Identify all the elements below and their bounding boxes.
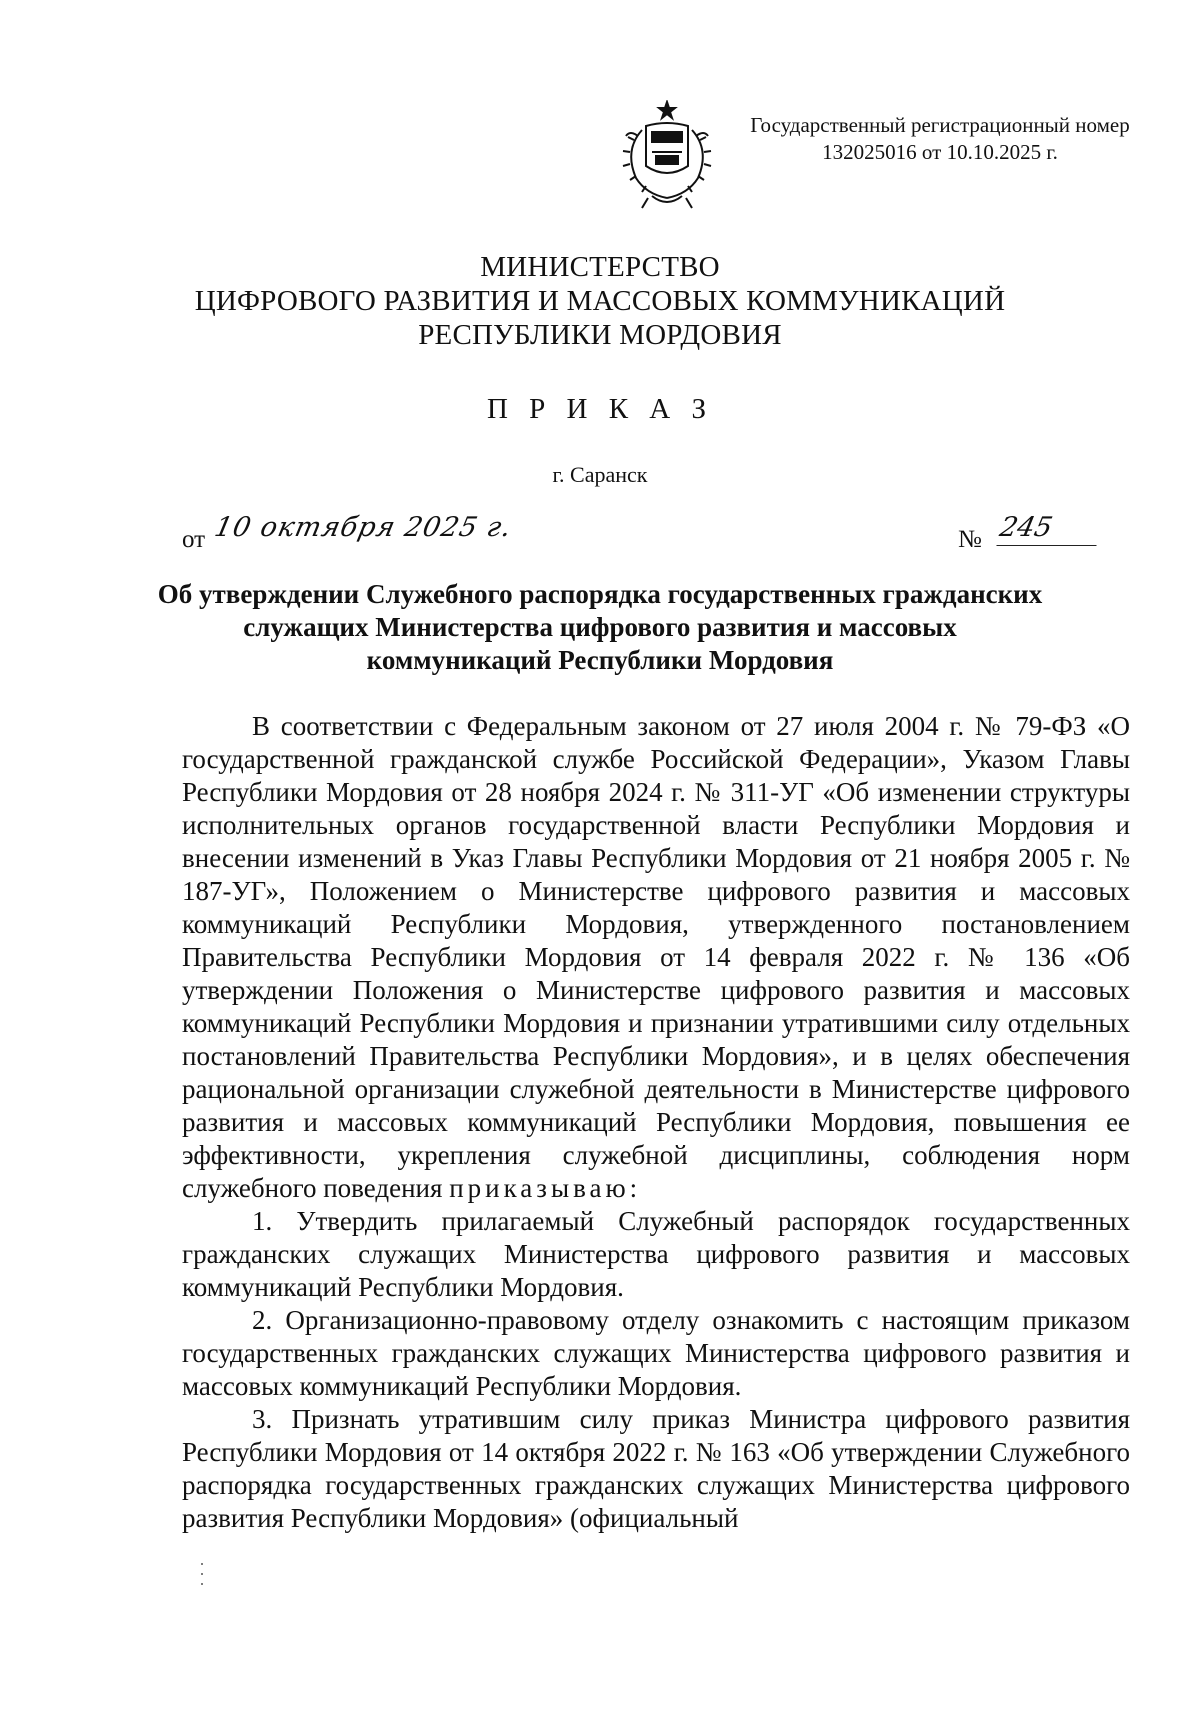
ministry-line-1: МИНИСТЕРСТВО bbox=[480, 251, 720, 283]
document-body bbox=[182, 710, 1130, 1535]
registration-number: 132025016 от 10.10.2025 г. bbox=[822, 140, 1058, 164]
item-2: 2. Организационно-правовому отделу ознакомить с настоящим приказом государственных гражданских служащих Министерства цифрового развития и массовых коммуникаций Республики Мордовия. bbox=[182, 1305, 1130, 1401]
heading-line-2: служащих Министерства цифрового развития и массовых bbox=[243, 612, 957, 642]
preamble-paragraph bbox=[182, 710, 1130, 1205]
scan-specks bbox=[200, 1560, 204, 1590]
city: г. Саранск bbox=[552, 462, 648, 487]
number-prefix: № bbox=[958, 526, 982, 553]
ministry-line-3: РЕСПУБЛИКИ МОРДОВИЯ bbox=[418, 319, 782, 351]
preamble-text: В соответствии с Федеральным законом от 27 июля 2004 г. № 79-ФЗ «О государственной гражданской службе Российской Федерации», Указом Главы Республики Мордовия от 28 ноября 2024 г. № 311-УГ «Об изменении структуры исполнительных органов государственной власти Республики Мордовия и внесении изменений в Указ Главы Республики Мордовия от 21 ноября 2005 г. № 187-УГ», Положением о Министерстве цифрового развития и массовых коммуникаций Республики Мордовия, утвержденного постановлением Правительства Республики Мордовия от 14 февраля 2022 г. № 136 «Об утверждении Положения о Министерстве цифрового развития и массовых коммуникаций Республики Мордовия и признании утратившими силу отдельных постановлений Правительства Республики Мордовия», и в целях обеспечения рациональной организации служебной деятельности в Министерстве цифрового развития и массовых коммуникаций Республики Мордовия, повышения ее эффективности, укрепления служебной дисциплины, соблюдения норм служебного поведения bbox=[182, 711, 1130, 1203]
heading-line-3: коммуникаций Республики Мордовия bbox=[366, 645, 834, 675]
ministry-line-2: ЦИФРОВОГО РАЗВИТИЯ И МАССОВЫХ КОММУНИКАЦИЙ bbox=[194, 285, 1006, 317]
item-1: 1. Утвердить прилагаемый Служебный распорядок государственных гражданских служащих Министерства цифрового развития и массовых коммуникаций Республики Мордовия. bbox=[182, 1206, 1130, 1302]
handwritten-number: 245 bbox=[996, 512, 1103, 546]
order-title: П Р И К А З bbox=[486, 393, 714, 425]
document-heading bbox=[0, 578, 1200, 677]
item-3: 3. Признать утратившим силу приказ Министра цифрового развития Республики Мордовия от 14 октября 2022 г. № 163 «Об утверждении Служебного распорядка государственных гражданских служащих Министерства цифрового развития Республики Мордовия» (официальный bbox=[182, 1404, 1130, 1533]
ministry-name bbox=[0, 250, 1200, 352]
order-word: приказываю: bbox=[449, 1173, 642, 1203]
coat-of-arms-icon bbox=[612, 100, 722, 220]
date-prefix: от bbox=[182, 526, 206, 553]
date-number-line bbox=[182, 512, 1102, 556]
registration-number-block bbox=[740, 112, 1140, 166]
handwritten-date: 10 октября 2025 г. bbox=[211, 512, 515, 543]
registration-label: Государственный регистрационный номер bbox=[750, 113, 1130, 137]
heading-line-1: Об утверждении Служебного распорядка государственных гражданских bbox=[157, 579, 1043, 609]
